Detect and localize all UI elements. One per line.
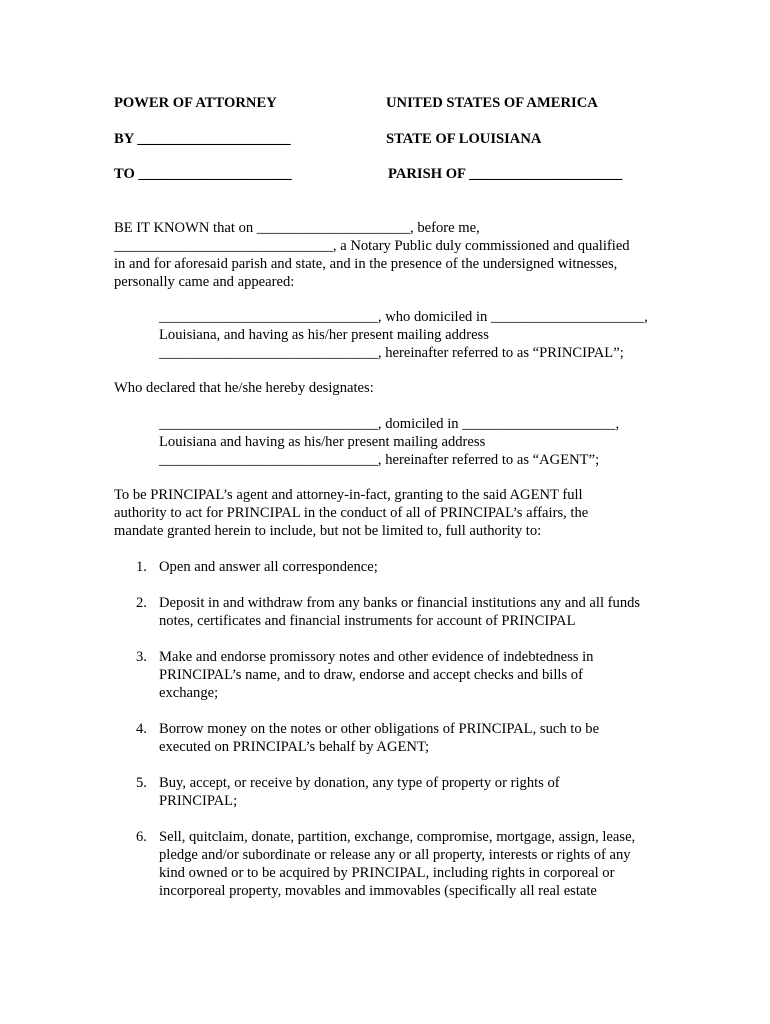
list-number: 3. bbox=[136, 649, 147, 665]
agent-line: ______________________________, hereinafter referred to as “AGENT”; bbox=[159, 452, 600, 468]
to-line: TO _____________________ bbox=[114, 166, 292, 182]
list-text: Buy, accept, or receive by donation, any type of property or rights of bbox=[159, 775, 560, 791]
list-text: pledge and/or subordinate or release any or all property, interests or rights of any bbox=[159, 847, 631, 863]
intro-line: ______________________________, a Notary Public duly commissioned and qualified bbox=[114, 238, 630, 254]
principal-block bbox=[159, 308, 679, 362]
list-text: Make and endorse promissory notes and other evidence of indebtedness in bbox=[159, 649, 594, 665]
list-number: 6. bbox=[136, 829, 147, 845]
list-text: kind owned or to be acquired by PRINCIPAL, including rights in corporeal or bbox=[159, 865, 615, 881]
list-item bbox=[114, 774, 674, 810]
list-number: 1. bbox=[136, 559, 147, 575]
list-text: exchange; bbox=[159, 685, 219, 701]
intro-line: personally came and appeared: bbox=[114, 274, 295, 290]
list-text: Deposit in and withdraw from any banks or financial institutions any and all funds bbox=[159, 595, 641, 611]
list-text: PRINCIPAL’s name, and to draw, endorse and accept checks and bills of bbox=[159, 667, 583, 683]
principal-line: ______________________________, who domiciled in _____________________, bbox=[159, 309, 648, 325]
list-text: notes, certificates and financial instruments for account of PRINCIPAL bbox=[159, 613, 576, 629]
doc-title: POWER OF ATTORNEY bbox=[114, 95, 277, 111]
principal-line: Louisiana, and having as his/her present mailing address bbox=[159, 327, 489, 343]
list-text: Sell, quitclaim, donate, partition, exchange, compromise, mortgage, assign, lease, bbox=[159, 829, 636, 845]
list-number: 2. bbox=[136, 595, 147, 611]
powers-list bbox=[114, 558, 674, 900]
list-item bbox=[114, 648, 674, 702]
state-heading: STATE OF LOUISIANA bbox=[386, 131, 542, 147]
list-text: PRINCIPAL; bbox=[159, 793, 238, 809]
agent-block bbox=[159, 415, 679, 469]
grant-paragraph bbox=[114, 486, 674, 540]
intro-line: BE IT KNOWN that on _____________________, before me, bbox=[114, 220, 480, 236]
list-item bbox=[114, 720, 674, 756]
list-item bbox=[114, 594, 674, 630]
declares-line: Who declared that he/she hereby designates: bbox=[114, 380, 374, 396]
by-line: BY _____________________ bbox=[114, 131, 291, 147]
agent-line: Louisiana and having as his/her present mailing address bbox=[159, 434, 486, 450]
list-text: executed on PRINCIPAL’s behalf by AGENT; bbox=[159, 739, 430, 755]
agent-line: ______________________________, domiciled in _____________________, bbox=[159, 416, 620, 432]
list-number: 5. bbox=[136, 775, 147, 791]
grant-line: authority to act for PRINCIPAL in the conduct of all of PRINCIPAL’s affairs, the bbox=[114, 505, 589, 521]
list-text: Borrow money on the notes or other obligations of PRINCIPAL, such to be bbox=[159, 721, 600, 737]
intro-line: in and for aforesaid parish and state, and in the presence of the undersigned witnesses, bbox=[114, 256, 618, 272]
list-number: 4. bbox=[136, 721, 147, 737]
list-text: incorporeal property, movables and immovables (specifically all real estate bbox=[159, 883, 597, 899]
parish-heading: PARISH OF _____________________ bbox=[388, 166, 623, 182]
list-text: Open and answer all correspondence; bbox=[159, 559, 378, 575]
list-item bbox=[114, 558, 674, 576]
list-item bbox=[114, 828, 674, 900]
intro-paragraph bbox=[114, 219, 674, 291]
grant-line: To be PRINCIPAL’s agent and attorney-in-fact, granting to the said AGENT full bbox=[114, 487, 583, 503]
principal-line: ______________________________, hereinafter referred to as “PRINCIPAL”; bbox=[159, 345, 624, 361]
grant-line: mandate granted herein to include, but not be limited to, full authority to: bbox=[114, 523, 542, 539]
country-heading: UNITED STATES OF AMERICA bbox=[386, 95, 598, 111]
